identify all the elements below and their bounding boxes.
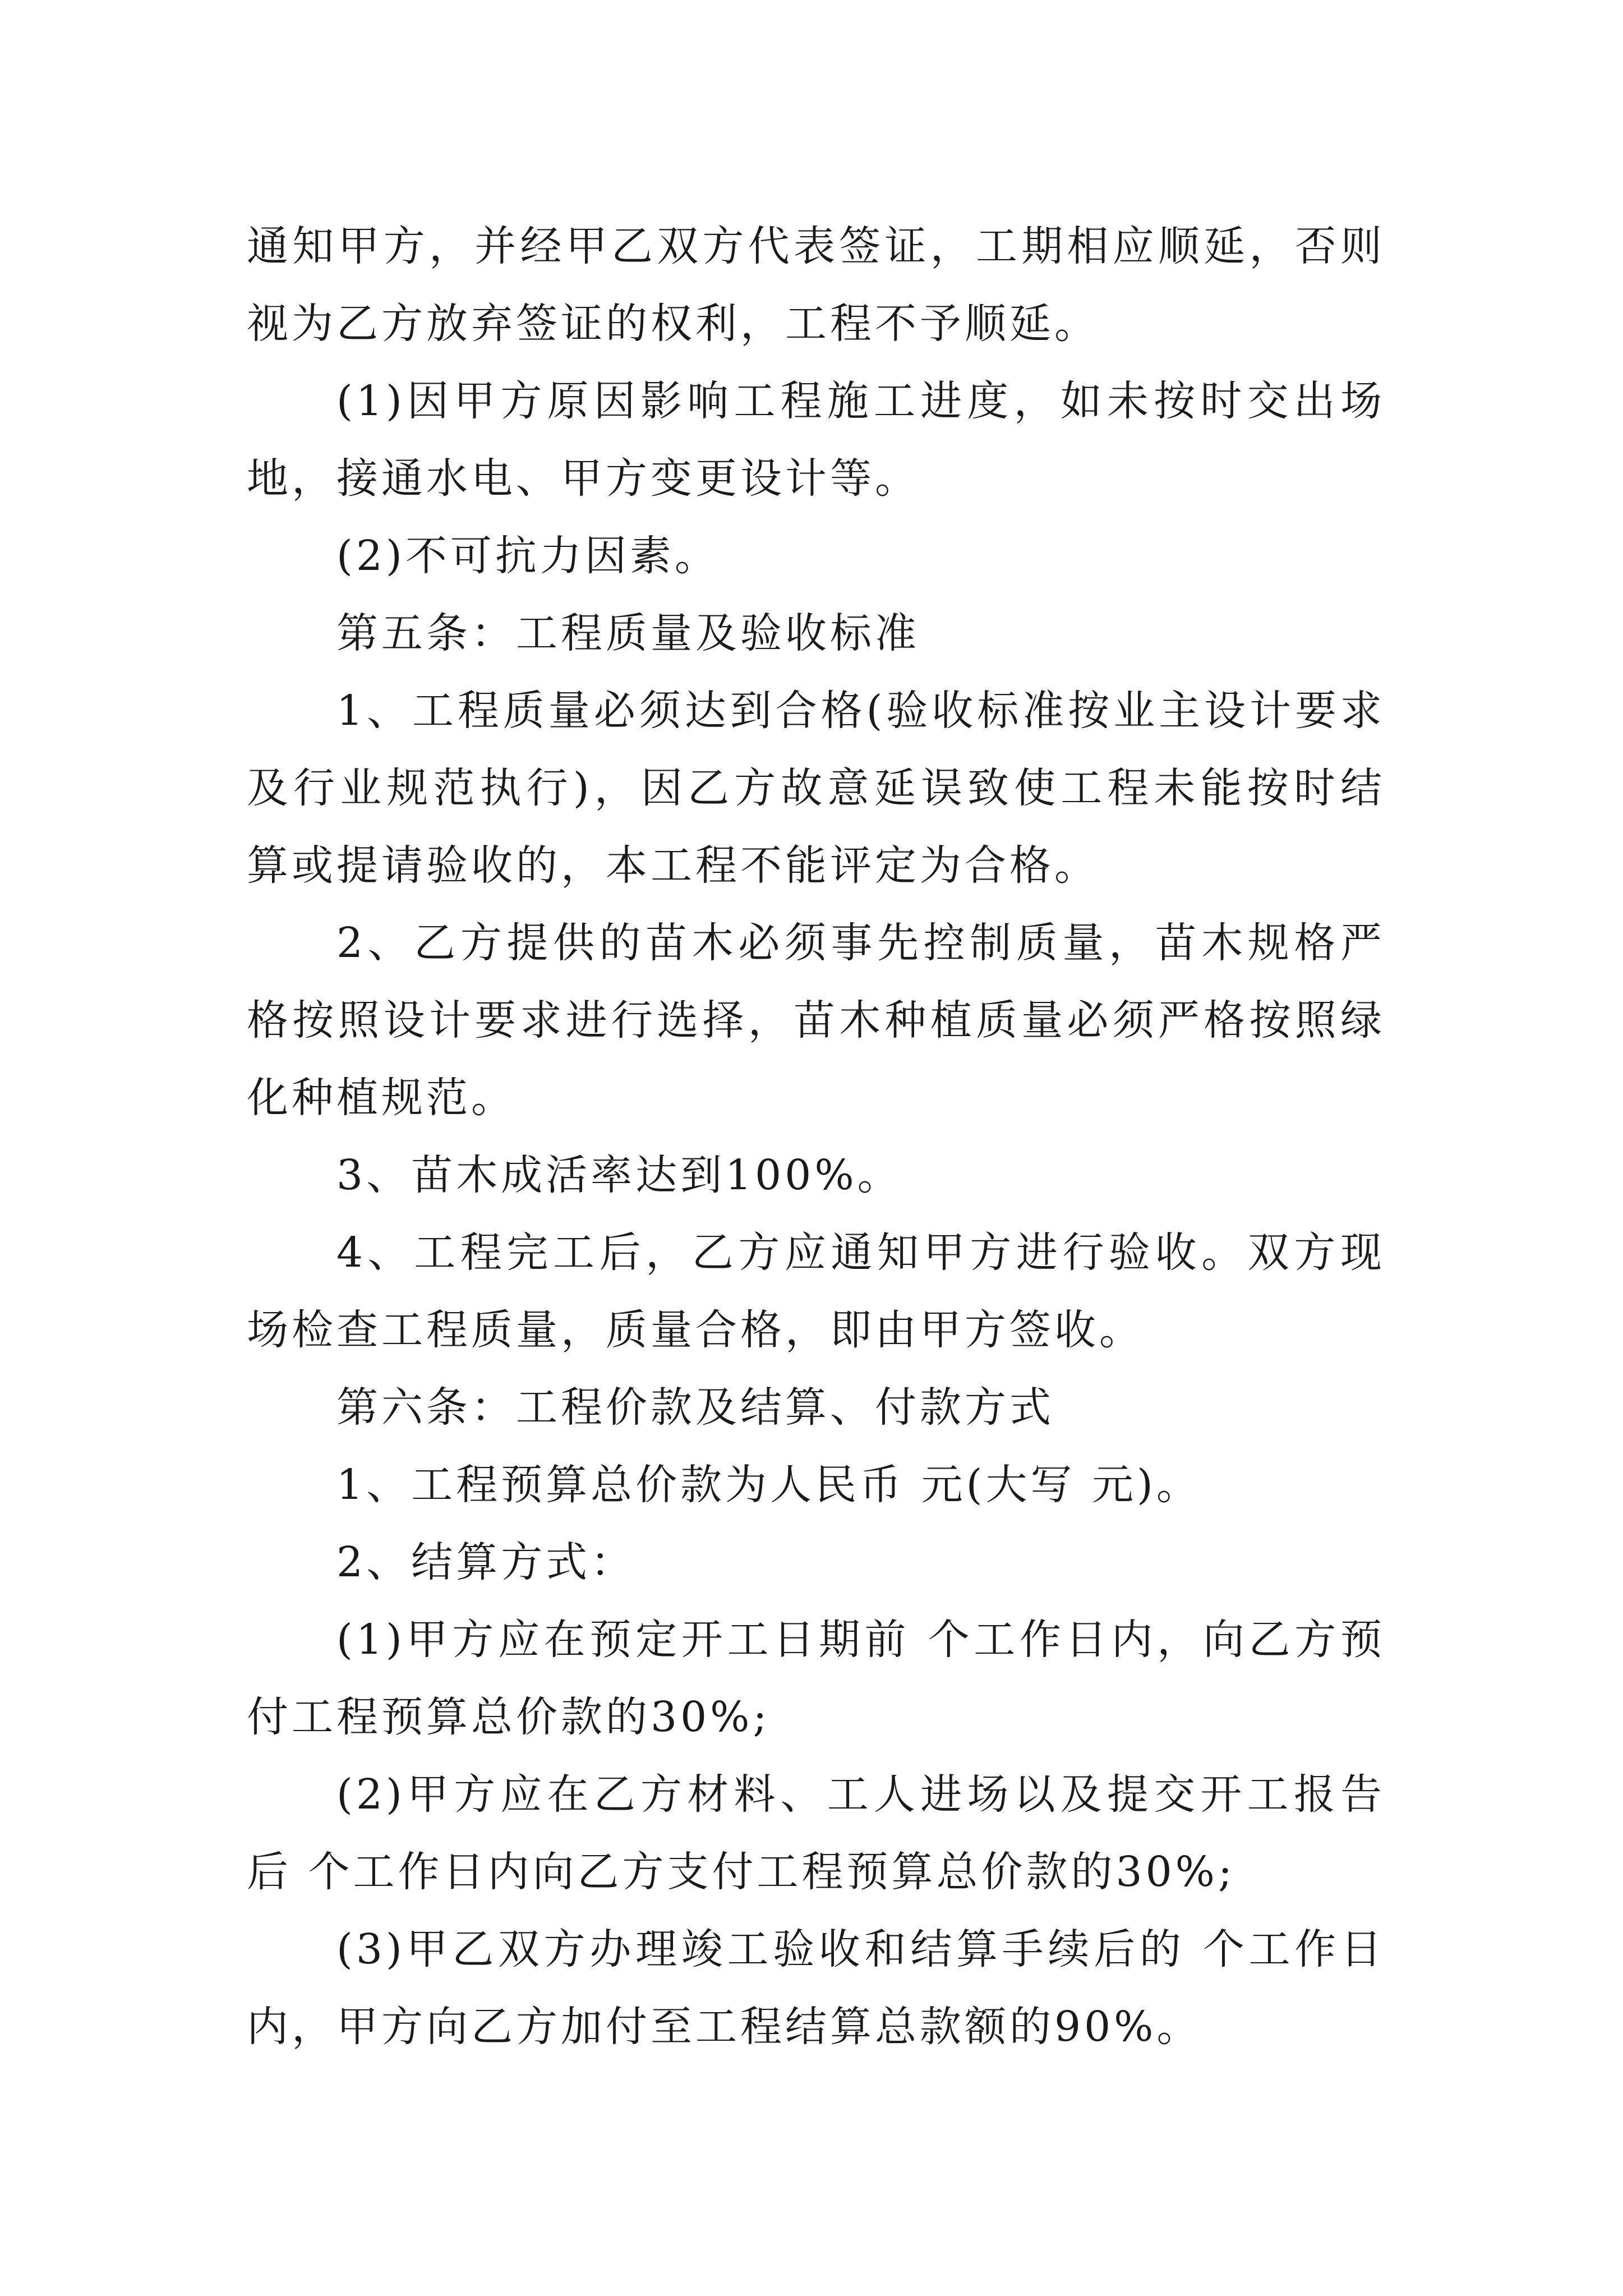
paragraph: 3、苗木成活率达到100%。 [336, 1151, 902, 1199]
paragraph: (1)因甲方原因影响工程施工进度，如未按时交出场地，接通水电、甲方变更设计等。 [247, 377, 1385, 503]
paragraph: 4、工程完工后，乙方应通知甲方进行验收。双方现场检查工程质量，质量合格，即由甲方签收。 [247, 1228, 1385, 1354]
paragraph: (2)不可抗力因素。 [336, 532, 720, 580]
paragraph: (2)甲方应在乙方材料、工人进场以及提交开工报告后 个工作日内向乙方支付工程预算总价款的30%; [247, 1770, 1385, 1896]
section-heading: 第六条：工程价款及结算、付款方式 [336, 1383, 1054, 1432]
paragraph: 通知甲方，并经甲乙双方代表签证，工期相应顺延，否则视为乙方放弃签证的权利，工程不予顺延。 [247, 222, 1385, 348]
paragraph: 2、结算方式： [336, 1538, 636, 1586]
paragraph: 1、工程质量必须达到合格(验收标准按业主设计要求及行业规范执行)，因乙方故意延误致使工程未能按时结算或提请验收的，本工程不能评定为合格。 [247, 687, 1385, 890]
document-body [247, 208, 1385, 2065]
section-heading: 第五条：工程质量及验收标准 [336, 609, 920, 657]
paragraph: 1、工程预算总价款为人民币 元(大写 元)。 [336, 1461, 1201, 1509]
paragraph: (3)甲乙双方办理竣工验收和结算手续后的 个工作日内，甲方向乙方加付至工程结算总款额的90%。 [247, 1925, 1385, 2051]
paragraph: (1)甲方应在预定开工日期前 个工作日内，向乙方预付工程预算总价款的30%; [247, 1616, 1385, 1741]
paragraph: 2、乙方提供的苗木必须事先控制质量，苗木规格严格按照设计要求进行选择，苗木种植质量必须严格按照绿化种植规范。 [247, 919, 1385, 1122]
